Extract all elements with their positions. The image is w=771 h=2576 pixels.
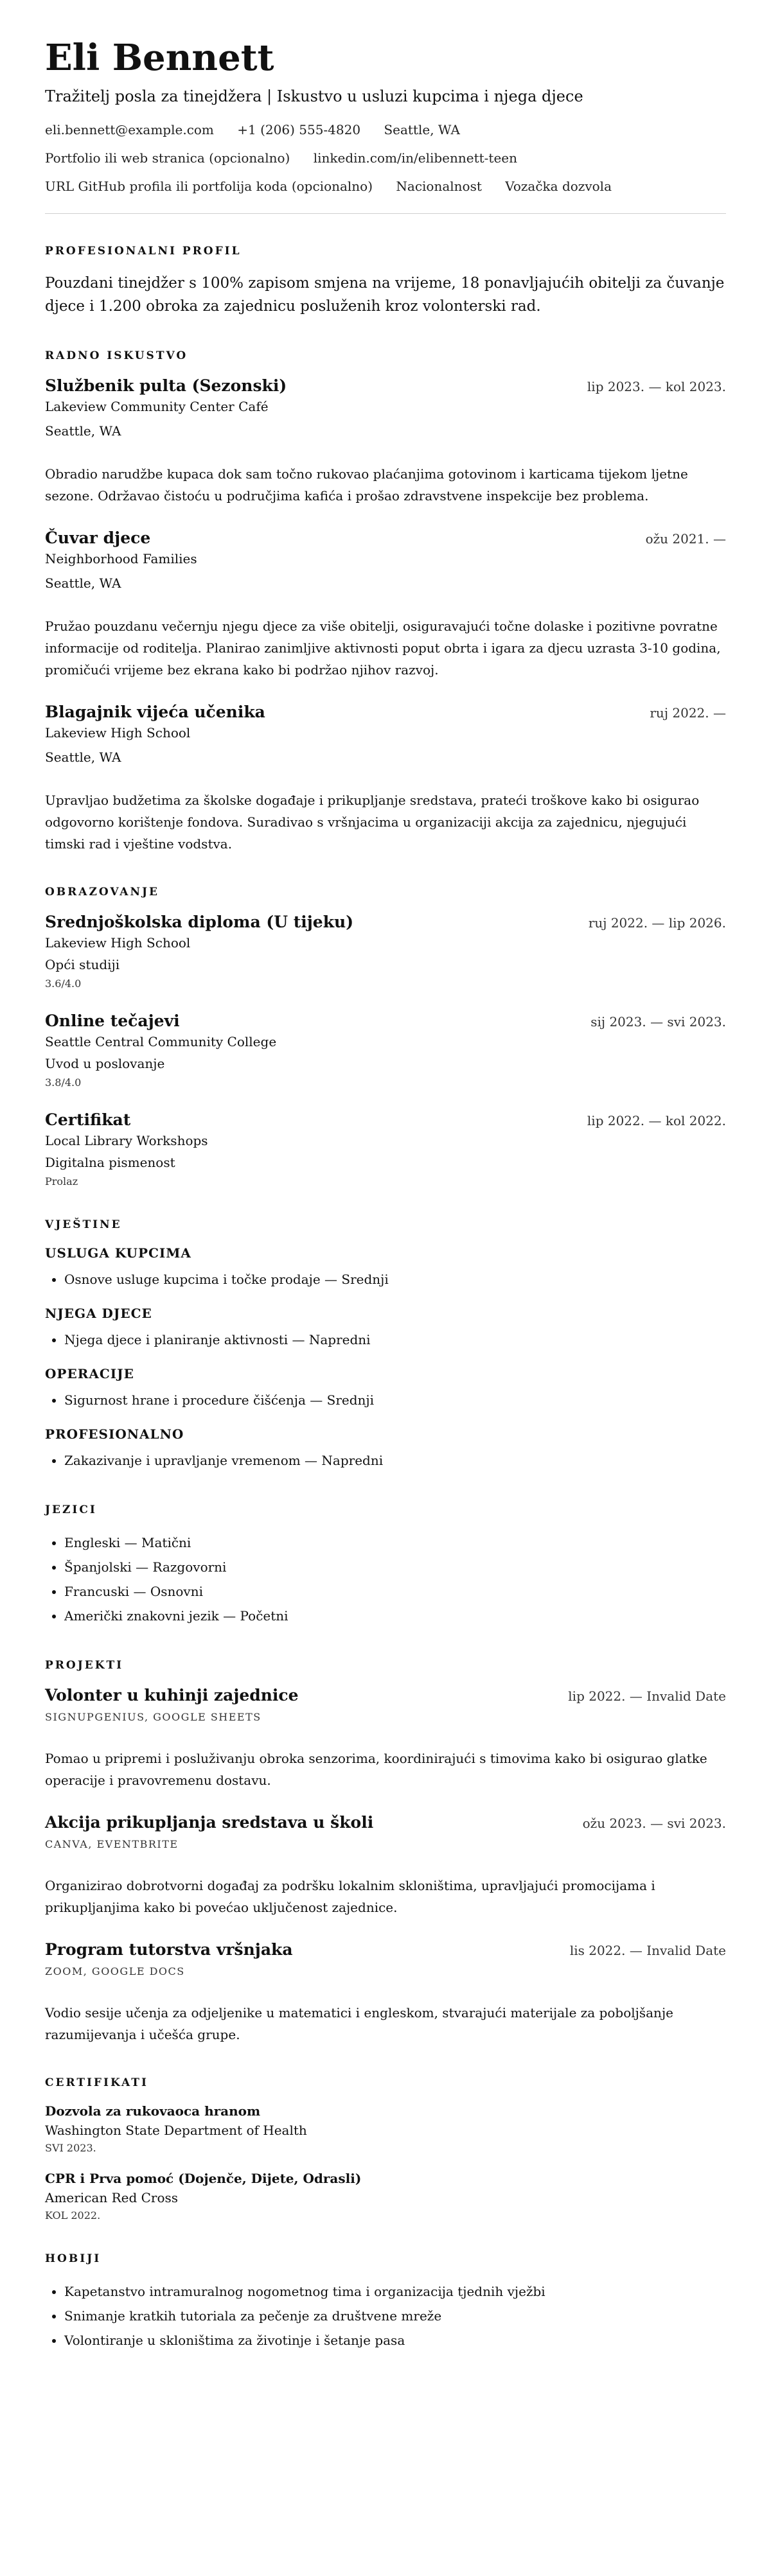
skill-list [45,1448,726,1473]
experience-entry [45,376,726,507]
job-description: Pružao pouzdanu večernju njegu djece za više obitelji, osiguravajući točne dolaske i pozitivne povratne informacije od roditelja. Planirao zanimljive aktivnosti poput obrta i igara za djecu uzrasta 3-10 godina, promičući vrijeme bez ekrana kako bi podržao njihov razvoj. [45,618,721,678]
candidate-name: Eli Bennett [45,37,274,79]
contact-row-links [45,150,726,166]
certificate-name: Dozvola za rukovaoca hranom [45,2103,261,2119]
institution: Local Library Workshops [45,1133,208,1149]
section-title: CERTIFIKATI [45,2076,148,2090]
skill-item: • Njega djece i planiranje aktivnosti — Napredni [64,1327,726,1352]
skill-list [45,1327,726,1352]
job-title: Blagajnik vijeća učenika [45,703,265,722]
skill-list [45,1267,726,1292]
field-of-study: Opći studiji [45,957,120,973]
language-list [45,1530,726,1628]
job-date: ožu 2021. — [645,531,726,547]
portfolio-link[interactable]: Portfolio ili web stranica (opcionalno) [45,150,290,166]
section-title: PROJEKTI [45,1659,124,1672]
project-tools: SIGNUPGENIUS, GOOGLE SHEETS [45,1711,261,1724]
skill-item: • Sigurnost hrane i procedure čišćenja — Srednji [64,1388,726,1412]
education-date: lip 2022. — kol 2022. [587,1113,726,1129]
profile-summary: Pouzdani tinejdžer s 100% zapisom smjena na vrijeme, 18 ponavljajućih obitelji za čuvanje djece i 1.200 obroka za zajednicu posluženih kroz volonterski rad. [45,274,725,315]
hobby-item: • Kapetanstvo intramuralnog nogometnog tima i organizacija tjednih vježbi [64,2279,726,2304]
hobbies-section [45,2252,726,2353]
degree-title: Online tečajevi [45,1012,180,1031]
resume-header [45,39,726,194]
github-link[interactable]: URL GitHub profila ili portfolija koda (opcionalno) [45,178,373,194]
contact-row-extra [45,179,726,194]
grade: 3.8/4.0 [45,1076,82,1089]
project-title: Volonter u kuhinji zajednice [45,1686,299,1705]
contact-row-primary [45,122,726,137]
experience-entry [45,703,726,855]
employer: Lakeview High School [45,725,191,741]
project-title: Akcija prikupljanja sredstava u školi [45,1813,374,1832]
nationality: Nacionalnost [396,178,482,194]
job-title: Čuvar djece [45,529,151,548]
section-title: PROFESIONALNI PROFIL [45,244,242,258]
degree-title: Certifikat [45,1110,131,1130]
certificate-date: KOL 2022. [45,2209,101,2222]
section-title: OBRAZOVANJE [45,886,160,899]
skill-list [45,1388,726,1412]
field-of-study: Digitalna pismenost [45,1155,175,1171]
education-date: sij 2023. — svi 2023. [590,1014,726,1030]
education-entry [45,1110,726,1187]
institution: Lakeview High School [45,935,191,951]
job-date: ruj 2022. — [650,705,726,721]
email[interactable]: eli.bennett@example.com [45,121,214,137]
certificate-entry [45,2171,726,2221]
drivers-license: Vozačka dozvola [505,178,612,194]
certificate-issuer: American Red Cross [45,2190,179,2206]
experience-section [45,349,726,855]
experience-entry [45,529,726,681]
languages-section [45,1503,726,1628]
grade: Prolaz [45,1175,78,1188]
education-section [45,886,726,1187]
location: Seattle, WA [384,121,460,137]
employer: Neighborhood Families [45,551,197,567]
education-date: ruj 2022. — lip 2026. [588,915,726,931]
certificates-section [45,2076,726,2221]
header-divider [45,213,726,214]
language-item: • Španjolski — Razgovorni [64,1555,726,1579]
degree-title: Srednjoškolska diploma (U tijeku) [45,913,354,932]
project-tools: CANVA, EVENTBRITE [45,1838,179,1851]
section-title: HOBIJI [45,2252,102,2266]
projects-section [45,1659,726,2046]
language-item: • Francuski — Osnovni [64,1579,726,1604]
section-title: JEZICI [45,1503,97,1517]
skill-category: USLUGA KUPCIMA [45,1245,191,1261]
project-date: lip 2022. — Invalid Date [568,1688,726,1704]
skill-item: • Osnove usluge kupcima i točke prodaje — Srednji [64,1267,726,1292]
project-date: lis 2022. — Invalid Date [569,1943,726,1959]
language-item: • Engleski — Matični [64,1530,726,1555]
job-description: Obradio narudžbe kupaca dok sam točno rukovao plaćanjima gotovinom i karticama tijekom ljetne sezone. Održavao čistoću u područjima kafića i prošao zdravstvene inspekcije bez problema. [45,466,688,504]
grade: 3.6/4.0 [45,977,82,990]
job-description: Upravljao budžetima za školske događaje i prikupljanje sredstava, prateći troškove kako bi osigurao odgovorno korištenje fondova. Suradivao s vršnjacima u organizaciji akcija za zajednicu, njegujući timski rad i vještine vodstva. [45,793,700,852]
institution: Seattle Central Community College [45,1034,277,1050]
project-entry [45,1686,726,1791]
skill-category: NJEGA DJECE [45,1306,152,1322]
certificate-issuer: Washington State Department of Health [45,2123,307,2139]
project-entry [45,1940,726,2046]
project-description: Vodio sesije učenja za odjeljenike u matematici i engleskom, stvarajući materijale za poboljšanje razumijevanja i učešća grupe. [45,2005,673,2043]
hobby-list [45,2279,726,2353]
section-title: RADNO ISKUSTVO [45,349,188,363]
job-title: Službenik pulta (Sezonski) [45,376,287,396]
project-date: ožu 2023. — svi 2023. [582,1816,726,1832]
section-title: VJEŠTINE [45,1218,122,1232]
certificate-entry [45,2103,726,2154]
linkedin-link[interactable]: linkedin.com/in/elibennett-teen [313,150,518,166]
project-title: Program tutorstva vršnjaka [45,1940,293,1959]
job-location: Seattle, WA [45,575,121,591]
skill-category: OPERACIJE [45,1366,134,1382]
job-location: Seattle, WA [45,749,121,766]
certificate-date: SVI 2023. [45,2142,96,2155]
project-description: Organizirao dobrotvorni događaj za podršku lokalnim skloništima, upravljajući promocijama i prikupljanjima kako bi povećao uključenost zajednice. [45,1878,655,1916]
job-date: lip 2023. — kol 2023. [587,379,726,395]
language-item: • Američki znakovni jezik — Početni [64,1604,726,1628]
hobby-item: • Snimanje kratkih tutoriala za pečenje za društvene mreže [64,2304,726,2328]
skill-item: • Zakazivanje i upravljanje vremenom — Napredni [64,1448,726,1473]
hobby-item: • Volontiranje u skloništima za životinje i šetanje pasa [64,2328,726,2353]
profile-section [45,245,726,319]
tagline: Tražitelj posla za tinejdžera | Iskustvo u usluzi kupcima i njega djece [45,87,583,105]
certificate-name: CPR i Prva pomoć (Dojenče, Dijete, Odrasli) [45,2171,362,2187]
skills-section [45,1218,726,1473]
phone[interactable]: +1 (206) 555-4820 [237,121,361,137]
project-tools: ZOOM, GOOGLE DOCS [45,1965,185,1978]
project-entry [45,1813,726,1918]
job-location: Seattle, WA [45,423,121,439]
field-of-study: Uvod u poslovanje [45,1056,165,1072]
education-entry [45,913,726,990]
employer: Lakeview Community Center Café [45,399,269,415]
project-description: Pomao u pripremi i posluživanju obroka senzorima, koordinirajući s timovima kako bi osigurao glatke operacije i pravovremenu dostavu. [45,1751,707,1789]
skill-category: PROFESIONALNO [45,1426,184,1442]
education-entry [45,1012,726,1089]
